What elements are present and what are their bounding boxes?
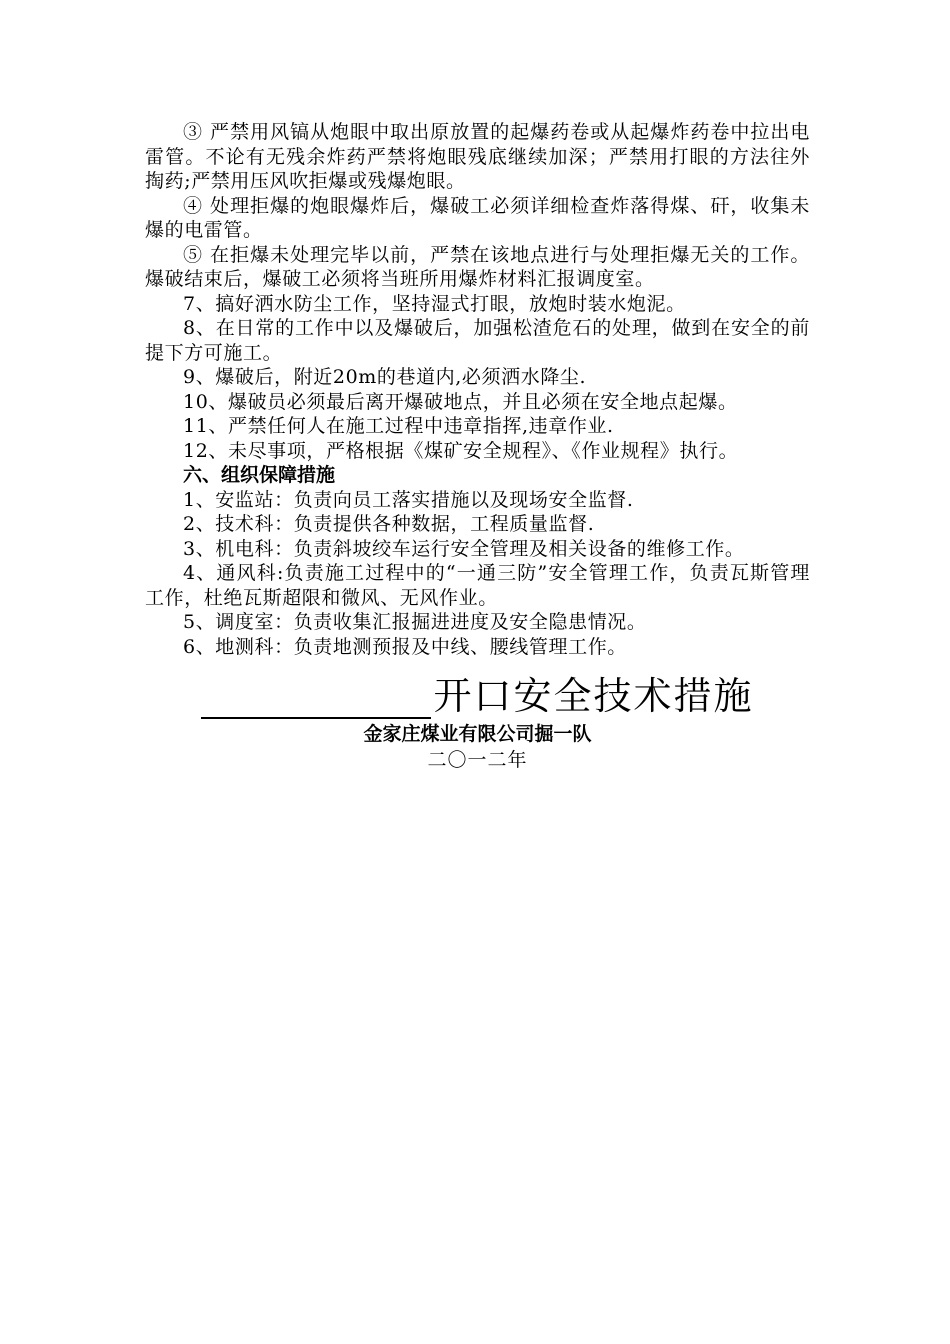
paragraph-item-10: 10、爆破员必须最后离开爆破地点，并且必须在安全地点起爆。 xyxy=(183,390,738,413)
document-year: 二〇一二年 xyxy=(427,749,528,771)
paragraph-item-7: 7、搞好洒水防尘工作，坚持湿式打眼，放炮时装水炮泥。 xyxy=(183,292,686,315)
paragraph-item-9: 9、爆破后，附近20m的巷道内,必须洒水降尘. xyxy=(183,366,587,388)
document-page xyxy=(145,120,810,773)
paragraph-misfire-5: ⑤ 在拒爆未处理完毕以前，严禁在该地点进行与处理拒爆无关的工作。爆破结束后，爆破工必须将当班所用爆炸材料汇报调度室。 xyxy=(145,243,810,290)
org-item-survey-dept: 6、地测科：负责地测预报及中线、腰线管理工作。 xyxy=(183,635,627,658)
paragraph-item-12: 12、未尽事项，严格根据《煤矿安全规程》、《作业规程》执行。 xyxy=(183,439,739,462)
paragraph-item-11: 11、严禁任何人在施工过程中违章指挥,违章作业. xyxy=(183,415,614,437)
document-title-row xyxy=(145,667,810,719)
title-blank-line xyxy=(201,679,431,719)
org-item-ventilation-dept: 4、通风科:负责施工过程中的“一通三防”安全管理工作，负责瓦斯管理工作，杜绝瓦斯超限和微风、无风作业。 xyxy=(145,562,810,609)
company-name: 金家庄煤业有限公司掘一队 xyxy=(363,723,592,745)
org-item-dispatch-room: 5、调度室：负责收集汇报掘进进度及安全隐患情况。 xyxy=(183,611,647,633)
paragraph-misfire-4: ④ 处理拒爆的炮眼爆炸后，爆破工必须详细检查炸落得煤、矸，收集未爆的电雷管。 xyxy=(145,194,810,241)
org-item-technical-dept: 2、技术科：负责提供各种数据，工程质量监督. xyxy=(183,513,595,535)
section-heading: 六、组织保障措施 xyxy=(183,464,336,486)
paragraph-misfire-3: ③ 严禁用风镐从炮眼中取出原放置的起爆药卷或从起爆炸药卷中拉出电雷管。不论有无残余炸药严禁将炮眼残底继续加深；严禁用打眼的方法往外掏药;严禁用压风吹拒爆或残爆炮眼。 xyxy=(145,121,810,192)
org-item-electromechanical-dept: 3、机电科：负责斜坡绞车运行安全管理及相关设备的维修工作。 xyxy=(183,537,745,560)
org-item-safety-station: 1、安监站：负责向员工落实措施以及现场安全监督. xyxy=(183,488,634,511)
document-title: 开口安全技术措施 xyxy=(433,674,754,718)
paragraph-item-8: 8、在日常的工作中以及爆破后，加强松渣危石的处理，做到在安全的前提下方可施工。 xyxy=(145,317,810,364)
